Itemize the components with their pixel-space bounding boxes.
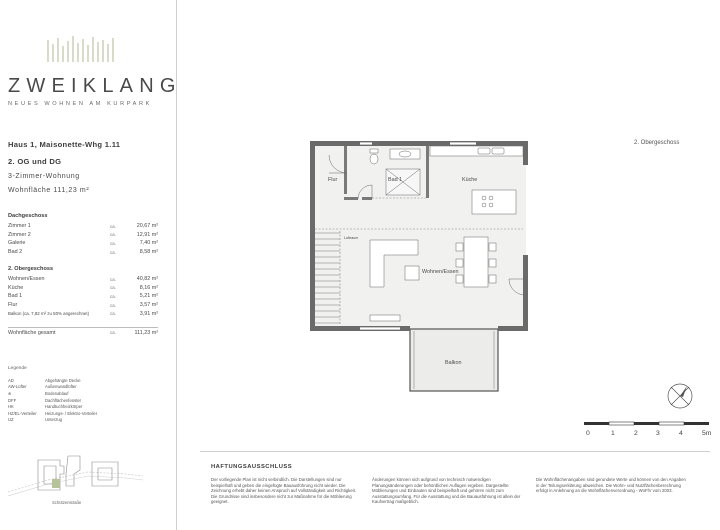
room-row (8, 239, 158, 248)
legend-abbr: HK (8, 404, 14, 410)
room-label-wohnen: Wohnen/Essen (422, 269, 459, 275)
room-ca: ca. (110, 311, 116, 317)
room-label-flur: Flur (328, 177, 338, 183)
footer-divider (200, 451, 710, 452)
disclaimer-col-2: Änderungen können sich aufgrund von technisch notwendigen Planungsänderungen oder behördlichen Auflagen ergeben. Dargestellte Möblierungen und Einbauten sind beispielhaft und gehören nicht zum Ausstattungsumfang. Für die Ausstattung und die Bauausführung ist allein der Kaufvertrag maßgeblich. (372, 477, 521, 505)
room-name: Zimmer 2 (8, 231, 31, 238)
room-ca: ca. (110, 240, 116, 246)
legend-item (8, 390, 168, 397)
legend-item (8, 397, 168, 404)
unit-type: 3-Zimmer-Wohnung (8, 173, 80, 180)
scale-label: 2 (634, 430, 638, 437)
disclaimer-title: HAFTUNGSAUSSCHLUSS (211, 464, 293, 470)
dachgeschoss-heading: Dachgeschoss (8, 213, 48, 219)
room-row (8, 231, 158, 240)
legend-desc: Handtuchheizkörper (45, 404, 83, 410)
total-area-row (8, 327, 158, 336)
room-label-luftraum: Luftraum (344, 236, 359, 240)
legend-desc: Bodenablauf (45, 390, 69, 396)
legend-desc: Unterzug (45, 417, 62, 423)
room-ca: ca. (110, 249, 116, 255)
legend-desc: Außenwandlüfter (45, 384, 77, 390)
legend-abbr: UZ (8, 417, 14, 423)
room-label-bad: Bad 1 (388, 177, 403, 183)
room-ca: ca. (110, 302, 116, 308)
unit-floors: 2. OG und DG (8, 157, 62, 166)
scale-labels (584, 430, 720, 440)
obergeschoss-room-list (8, 275, 158, 318)
room-area: 8,58 m² (139, 249, 158, 256)
total-label: Wohnfläche gesamt (8, 330, 56, 336)
legend-item (8, 417, 168, 424)
room-name: Bad 1 (8, 293, 23, 300)
room-name: Balkon (ca. 7,82 m² zu 50% angerechnet) (8, 311, 90, 317)
room-area: 3,91 m² (139, 310, 158, 317)
scale-label: 4 (679, 430, 683, 437)
room-area: 3,57 m² (139, 302, 158, 309)
room-ca: ca. (110, 293, 116, 299)
room-name: Flur (8, 302, 18, 309)
unit-area: Wohnfläche 111,23 m² (8, 187, 90, 194)
room-row (8, 301, 158, 310)
room-area: 20,67 m² (136, 223, 158, 230)
room-row (8, 222, 158, 231)
legend-item (8, 410, 168, 417)
scale-label: 3 (656, 430, 660, 437)
compass-icon (665, 381, 695, 411)
floor-label: 2. Obergeschoss (634, 140, 680, 146)
room-name: Galerie (8, 240, 26, 247)
legend-item (8, 377, 168, 384)
floor-plan (300, 135, 540, 400)
info-sidebar (0, 0, 182, 530)
room-row (8, 309, 158, 318)
room-label-balkon: Balkon (445, 360, 462, 366)
unit-title: Haus 1, Maisonette-Whg 1.11 (8, 140, 121, 149)
room-ca: ca. (110, 223, 116, 229)
room-name: Küche (8, 284, 24, 291)
legend-list (8, 377, 168, 423)
dachgeschoss-room-list (8, 222, 158, 256)
legend-abbr: AD (8, 377, 14, 383)
legend-desc: Heizungs- / Elektro-Verteiler (45, 410, 98, 416)
brand-name: ZWEIKLANG (8, 75, 182, 97)
legend-item (8, 384, 168, 391)
room-ca: ca. (110, 276, 116, 282)
brand-tagline: NEUES WOHNEN AM KURPARK (8, 101, 152, 107)
scale-bar (584, 420, 710, 428)
logo-mark (46, 36, 126, 66)
room-row (8, 284, 158, 293)
legend-heading: Legende (8, 366, 27, 371)
total-ca: ca. (110, 330, 116, 335)
room-label-kueche: Küche (462, 177, 478, 183)
legend-abbr: ⊕ (8, 390, 12, 396)
room-row (8, 248, 158, 257)
site-map (8, 452, 143, 498)
room-name: Zimmer 1 (8, 223, 31, 230)
room-row (8, 275, 158, 284)
obergeschoss-heading: 2. Obergeschoss (8, 266, 54, 272)
scale-label: 1 (611, 430, 615, 437)
room-ca: ca. (110, 285, 116, 291)
room-ca: ca. (110, 232, 116, 238)
scale-label: 5m (702, 430, 712, 437)
legend-desc: Dachflächenfenster (45, 397, 82, 403)
legend-desc: Abgehängte Decke (45, 377, 81, 383)
room-name: Wohnen/Essen (8, 276, 45, 283)
total-value: 111,23 m² (134, 330, 158, 336)
legend-abbr: AW-Lüfter (8, 384, 27, 390)
site-map-street-label: Schützenstraße (52, 500, 82, 505)
room-row (8, 292, 158, 301)
room-area: 7,40 m² (139, 240, 158, 247)
room-area: 40,82 m² (136, 276, 158, 283)
legend-abbr: HZ/EL-Verteiler (8, 410, 37, 416)
room-area: 5,21 m² (139, 293, 158, 300)
room-area: 12,91 m² (136, 231, 158, 238)
legend-item (8, 403, 168, 410)
room-name: Bad 2 (8, 249, 23, 256)
scale-label: 0 (586, 430, 590, 437)
room-area: 8,16 m² (139, 284, 158, 291)
legend-abbr: DFF (8, 397, 17, 403)
disclaimer-col-1: Der vorliegende Plan ist nicht verbindlich. Die Darstellungen sind nur beispielhaft und geben die eingefügte Bauausführung nicht wieder. Die Zeichnung erhebt daher keinen Anspruch auf Vollständigkeit und Richtigkeit. Die Grundrisse sind insbesondere nicht zur Maßnahme für die Möblierung geeignet. (211, 477, 356, 505)
disclaimer-col-3: Die Wohnflächenangaben sind gerundete Werte und können von den Angaben in der Teilungserklärung abweichen. Die Wohn- und Nutzflächenberechnung erfolgt in Anlehnung an die Wohnflächenverordnung - WoFlV vom 2003. (536, 477, 686, 494)
